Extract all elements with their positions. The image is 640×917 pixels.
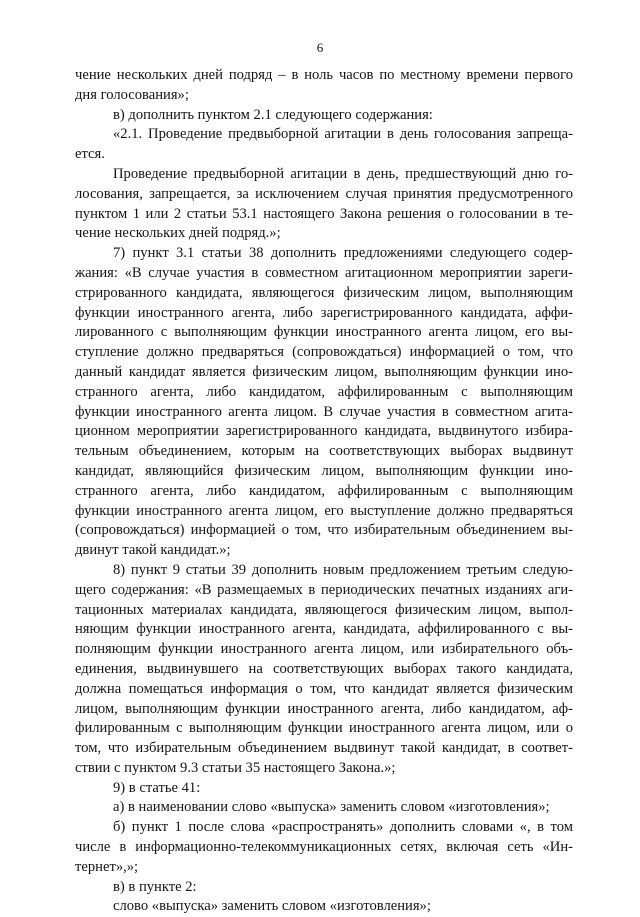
text-line: том, что избирательным объединением выдвинут такой кандидат, в соответ- [75,740,573,757]
text-line: чение нескольких дней подряд – в ноль часов по местному времени первого [75,67,573,83]
text-line: в) в пункте 2: [113,878,197,895]
text-line: 7) пункт 3.1 статьи 38 дополнить предложениями следующего содер- [113,245,573,262]
text-line: странного агента, либо кандидатом, аффилированным с выполняющим [75,383,573,400]
text-line: (сопровождаться) информацией о том, что избирательным объединением вы- [75,522,573,539]
text-line: «2.1. Проведение предвыборной агитации в день голосования запреща- [113,126,573,143]
text-line: дня голосования»; [75,86,189,103]
text-line: щего содержания: «В размещаемых в периодических печатных изданиях аги- [75,581,573,598]
text-line: 9) в статье 41: [113,779,201,796]
text-line: няющим функции иностранного агента, кандидата, аффилированного с вы- [75,621,573,638]
text-line: функции иностранного агента, либо зарегистрированного кандидата, аффи- [75,304,573,321]
text-line: полняющим функции иностранного агента лицом, или избирательного объ- [75,641,573,658]
text-line: лосования, запрещается, за исключением случая принятия предусмотренного [75,185,573,202]
text-line: лицом, выполняющим функции иностранного агента, либо кандидатом, аф- [75,700,573,717]
text-line: функции иностранного агента лицом. В случае участия в совместном агита- [75,403,573,420]
text-line: должна помещаться информация о том, что кандидат является физическим [75,680,573,697]
text-line: единения, выдвинувшего на соответствующих выборах такого кандидата, [75,660,573,677]
page-number: 6 [316,40,324,55]
text-line: двинут такой кандидат.»; [75,542,231,559]
text-line: стрированного кандидата, являющегося физическим лицом, выполняющим [75,284,573,301]
text-line: Проведение предвыборной агитации в день, предшествующий дню го- [113,165,573,182]
text-line: данный кандидат является физическим лицом, выполняющим функции ино- [75,363,573,380]
text-line: ступление должно предваряться (сопровождаться) информацией о том, что [75,344,573,361]
text-line: слово «выпуска» заменить словом «изготовления»; [113,898,431,915]
text-line: ется. [75,146,105,163]
text-line: лированного с выполняющим функции иностранного агента лицом, его вы- [75,324,573,341]
text-line: в) дополнить пунктом 2.1 следующего содержания: [113,106,433,123]
text-line: филированным с выполняющим функции иностранного агента лицом, или о [75,720,573,737]
text-line: тельным объединением, которым на соответствующих выборах выдвинут [75,443,573,460]
text-line: чение нескольких дней подряд.»; [75,225,281,242]
text-line: странного агента, либо кандидатом, аффилированным с выполняющим [75,482,573,499]
text-line: а) в наименовании слово «выпуска» заменить словом «изготовления»; [113,799,550,816]
text-line: тационных материалах кандидата, являющегося физическим лицом, выпол- [75,601,573,618]
text-line: пунктом 1 или 2 статьи 53.1 настоящего Закона решения о голосовании в те- [75,205,573,222]
text-line: б) пункт 1 после слова «распространять» дополнить словами «, в том [113,819,573,836]
text-line: числе в информационно-телекоммуникационных сетях, включая сеть «Ин- [75,839,573,856]
document-body [75,66,573,917]
text-line: кандидат, являющийся физическим лицом, выполняющим функции ино- [75,462,573,479]
text-line: тернет»,»; [75,858,139,875]
text-line: функции иностранного агента лицом, его выступление должно предваряться [75,502,573,519]
text-line: 8) пункт 9 статьи 39 дополнить новым предложением третьим следую- [113,561,573,578]
text-line: ционном мероприятии зарегистрированного кандидата, выдвинутого избира- [75,423,573,440]
text-line: жания: «В случае участия в совместном агитационном мероприятии зареги- [75,264,573,281]
text-line: ствии с пунктом 9.3 статьи 35 настоящего Закона.»; [75,759,396,776]
